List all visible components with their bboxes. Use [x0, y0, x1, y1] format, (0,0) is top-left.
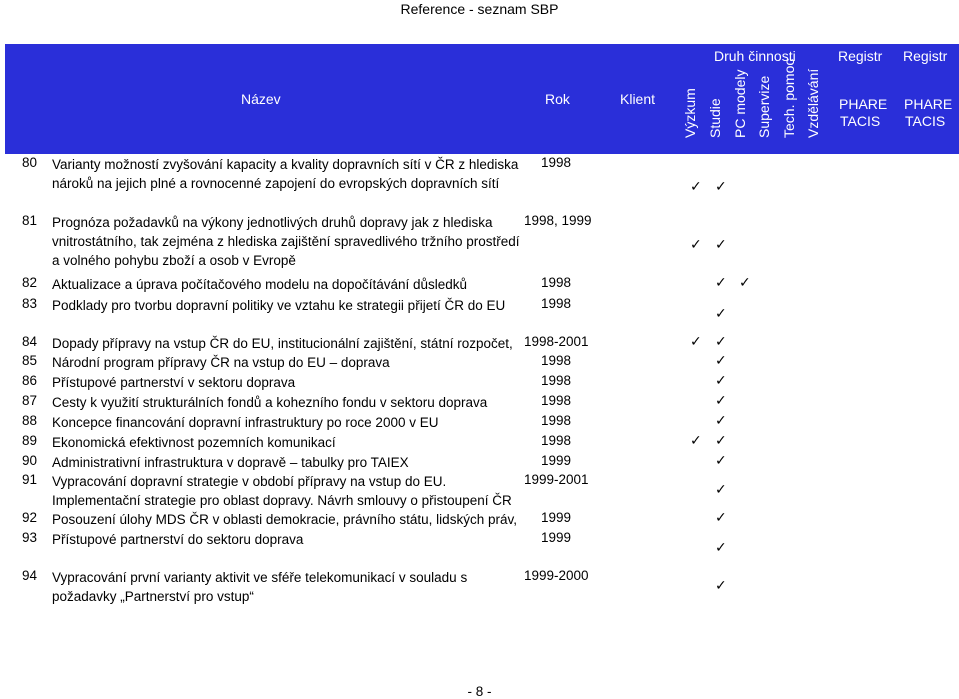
row-title [52, 530, 514, 549]
row-title [52, 296, 514, 315]
row-title-line: Přístupové partnerství v sektoru doprava [52, 375, 296, 390]
row-title-line: Administrativní infrastruktura v dopravě – tabulky pro TAIEX [52, 455, 409, 470]
window-title: Reference - seznam SBP [0, 0, 959, 36]
row-title [52, 393, 514, 412]
row-number: 94 [22, 568, 38, 583]
row-title-line: Ekonomická efektivnost pozemních komunikací [52, 435, 336, 450]
check-icon: ✓ [690, 334, 702, 350]
row-title [52, 213, 520, 270]
row-year: 1998 [541, 155, 572, 170]
row-title [52, 453, 514, 472]
row-title [52, 353, 514, 372]
check-icon: ✓ [690, 433, 702, 449]
row-year: 1999 [541, 453, 572, 468]
row-year: 1998, 1999 [524, 213, 592, 228]
row-year: 1999 [541, 510, 572, 525]
col-activity-5-header: Tech. pomoc [781, 58, 797, 138]
row-number: 91 [22, 472, 38, 487]
row-title-line: Vypracování dopravní strategie v období přípravy na vstup do EU. [52, 474, 447, 489]
row-title-line: a volného pohybu zboží a osob v Evropě [52, 253, 296, 268]
row-title-line: požadavky „Partnerství pro vstup“ [52, 589, 254, 604]
col-phare1-header-b: TACIS [840, 113, 881, 129]
row-title-line: Přístupové partnerství do sektoru doprava [52, 532, 304, 547]
row-number: 81 [22, 213, 38, 228]
row-title-line: nároků na jejich plné a rovnocenné zapojení do evropských dopravních sítí [52, 176, 500, 191]
row-year: 1999 [541, 530, 572, 545]
check-icon: ✓ [715, 413, 727, 429]
row-title [52, 413, 514, 432]
col-activity-1-header: Výzkum [682, 88, 698, 138]
row-title-line: Implementační strategie pro oblast dopravy. Návrh smlouvy o přistoupení ČR [52, 493, 512, 508]
row-year: 1998 [541, 296, 572, 311]
row-title-line: Dopady přípravy na vstup ČR do EU, institucionální zajištění, státní rozpočet, [52, 336, 513, 351]
check-icon: ✓ [715, 237, 727, 253]
row-title-line: Prognóza požadavků na výkony jednotlivých druhů dopravy jak z hlediska [52, 215, 493, 230]
check-icon: ✓ [715, 353, 727, 369]
row-year: 1999-2001 [524, 472, 589, 487]
row-number: 84 [22, 334, 38, 349]
row-year: 1998 [541, 433, 572, 448]
col-client-header: Klient [620, 91, 656, 107]
col-phare2-header-a: PHARE [904, 96, 953, 112]
col-activity-3-header: PC modely [732, 69, 748, 138]
row-number: 87 [22, 393, 38, 408]
table-header [5, 44, 959, 154]
col-registr1-header: Registr [838, 48, 883, 64]
col-activity-4-header: Supervize [756, 75, 772, 138]
row-title-line: Národní program přípravy ČR na vstup do EU – doprava [52, 355, 390, 370]
check-icon: ✓ [715, 482, 727, 498]
row-number: 85 [22, 353, 38, 368]
check-icon: ✓ [715, 306, 727, 322]
check-icon: ✓ [715, 453, 727, 469]
check-icon: ✓ [715, 433, 727, 449]
row-title [52, 373, 514, 392]
row-year: 1998 [541, 373, 572, 388]
row-number: 83 [22, 296, 38, 311]
row-year: 1999-2000 [524, 568, 589, 583]
row-title [52, 433, 514, 452]
check-icon: ✓ [715, 179, 727, 195]
col-activity-2-header: Studie [707, 98, 723, 138]
col-registr2-header: Registr [903, 48, 948, 64]
page-number: - 8 - [467, 684, 492, 699]
row-title [52, 568, 514, 606]
row-number: 92 [22, 510, 38, 525]
row-year: 1998 [541, 275, 572, 290]
check-icon: ✓ [715, 510, 727, 526]
row-title-line: Aktualizace a úprava počítačového modelu na dopočítávání důsledků [52, 277, 468, 292]
row-number: 90 [22, 453, 38, 468]
check-icon: ✓ [715, 578, 727, 594]
row-title [52, 275, 514, 294]
row-title-line: Podklady pro tvorbu dopravní politiky ve vztahu ke strategii přijetí ČR do EU [52, 298, 506, 313]
row-year: 1998 [541, 413, 572, 428]
row-number: 86 [22, 373, 38, 388]
row-title [52, 334, 514, 353]
row-year: 1998-2001 [524, 334, 589, 349]
row-year: 1998 [541, 393, 572, 408]
row-year: 1998 [541, 353, 572, 368]
check-icon: ✓ [715, 373, 727, 389]
row-title [52, 155, 519, 193]
col-phare2-header-b: TACIS [905, 113, 946, 129]
row-title-line: Cesty k využití strukturálních fondů a kohezního fondu v sektoru doprava [52, 395, 488, 410]
row-number: 82 [22, 275, 38, 290]
check-icon: ✓ [715, 540, 727, 556]
row-number: 89 [22, 433, 38, 448]
check-icon: ✓ [715, 275, 727, 291]
row-title-line: vnitrostátního, tak zejména z hlediska zajištění spravedlivého tržního prostředí [52, 234, 520, 249]
row-title [52, 472, 514, 510]
row-title-line: Vypracování první varianty aktivit ve sféře telekomunikací v souladu s [52, 570, 468, 585]
col-name-header: Název [241, 91, 281, 107]
row-number: 80 [22, 155, 38, 170]
check-icon: ✓ [739, 275, 751, 291]
row-title-line: Posouzení úlohy MDS ČR v oblasti demokracie, právního státu, lidských práv, [52, 512, 517, 527]
activity-group-header: Druh činnosti [714, 48, 796, 64]
check-icon: ✓ [690, 179, 702, 195]
check-icon: ✓ [715, 334, 727, 350]
row-title-line: Varianty možností zvyšování kapacity a kvality dopravních sítí v ČR z hlediska [52, 157, 519, 172]
col-year-header: Rok [545, 91, 570, 107]
check-icon: ✓ [690, 237, 702, 253]
row-title-line: Koncepce financování dopravní infrastruktury po roce 2000 v EU [52, 415, 439, 430]
row-number: 93 [22, 530, 38, 545]
col-phare1-header-a: PHARE [839, 96, 888, 112]
row-title [52, 510, 517, 529]
row-number: 88 [22, 413, 38, 428]
check-icon: ✓ [715, 393, 727, 409]
col-activity-6-header: Vzdělávání [805, 68, 821, 138]
